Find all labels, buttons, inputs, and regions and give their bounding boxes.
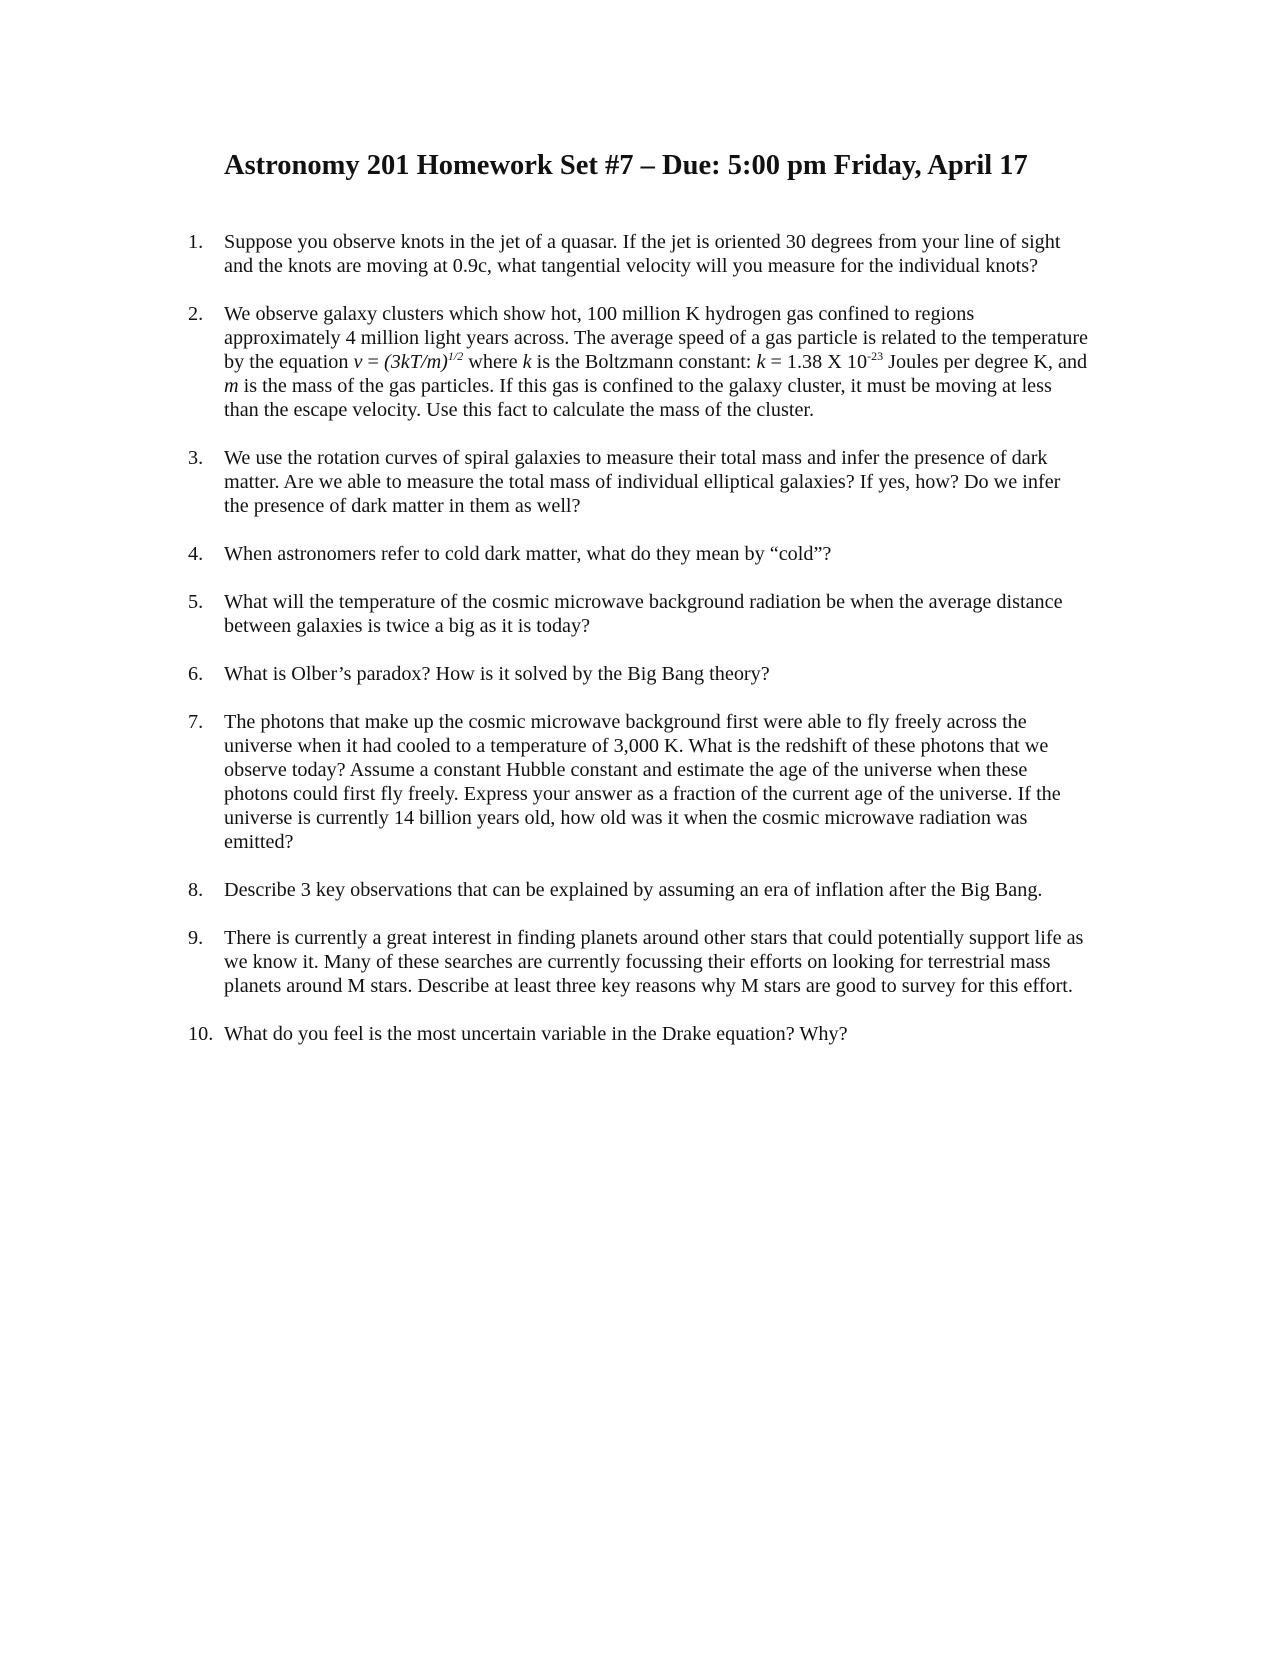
boltzmann-value: = 1.38 X 10	[765, 351, 868, 373]
variable-k-value: k	[756, 351, 766, 373]
question-text: When astronomers refer to cold dark matter, what do they mean by “cold”?	[224, 543, 832, 565]
boltzmann-text: is the Boltzmann constant:	[531, 351, 757, 373]
question-number: 9.	[188, 927, 204, 949]
where-text: where	[463, 351, 523, 373]
question-text: Describe 3 key observations that can be explained by assuming an era of inflation after the Big Bang.	[224, 879, 1043, 901]
question-text: What will the temperature of the cosmic microwave background radiation be when the average distance between galaxies is twice a big as it is today?	[224, 591, 1063, 637]
question-text: What is Olber’s paradox? How is it solved by the Big Bang theory?	[224, 663, 770, 685]
units-text: Joules per degree K, and	[883, 351, 1088, 373]
boltzmann-exponent: -23	[867, 349, 884, 363]
question-text: We use the rotation curves of spiral galaxies to measure their total mass and infer the presence of dark matter. Are we able to measure the total mass of individual elliptical galaxies? If yes, how? Do we infer the presence of dark matter in them as well?	[224, 447, 1061, 517]
question-text	[224, 302, 1088, 422]
question-number: 2.	[188, 303, 204, 325]
question-7	[188, 710, 1088, 854]
question-8	[188, 878, 1088, 902]
variable-k: k	[522, 351, 532, 373]
question-number: 4.	[188, 543, 204, 565]
question-2	[188, 302, 1088, 422]
question-text: There is currently a great interest in finding planets around other stars that could potentially support life as we know it. Many of these searches are currently focussing their efforts on looking for terrestrial mass planets around M stars. Describe at least three key reasons why M stars are good to survey for this effort.	[224, 927, 1084, 997]
question-list	[188, 230, 1088, 1070]
question-2-outro: is the mass of the gas particles. If this gas is confined to the galaxy cluster, it must be moving at less than the escape velocity. Use this fact to calculate the mass of the cluster.	[224, 375, 1052, 421]
question-3	[188, 446, 1088, 518]
question-2-intro: We observe galaxy clusters which show hot, 100 million K hydrogen gas confined to regions approximately 4 million light years across. The average speed of a gas particle is related to the temperature by the equation	[224, 303, 1089, 373]
question-number: 5.	[188, 591, 204, 613]
question-text: What do you feel is the most uncertain variable in the Drake equation? Why?	[224, 1023, 848, 1045]
question-6	[188, 662, 1088, 686]
question-number: 1.	[188, 231, 204, 253]
equation-exponent	[448, 349, 463, 363]
question-9	[188, 926, 1088, 998]
question-5	[188, 590, 1088, 638]
question-number: 10.	[188, 1023, 214, 1045]
question-number: 7.	[188, 711, 204, 733]
question-number: 3.	[188, 447, 204, 469]
question-number: 6.	[188, 663, 204, 685]
question-text: The photons that make up the cosmic microwave background first were able to fly freely across the universe when it had cooled to a temperature of 3,000 K. What is the redshift of these photons that we observe today? Assume a constant Hubble constant and estimate the age of the universe when these photons could first fly freely. Express your answer as a fraction of the current age of the universe. If the universe is currently 14 billion years old, how old was it when the cosmic microwave radiation was emitted?	[224, 711, 1061, 853]
page-title: Astronomy 201 Homework Set #7 – Due: 5:00 pm Friday, April 17	[224, 150, 1028, 181]
question-1	[188, 230, 1088, 278]
exponent-text: 1/2	[447, 349, 464, 363]
question-number: 8.	[188, 879, 204, 901]
variable-m: m	[224, 375, 239, 397]
equals-sign: =	[362, 351, 384, 373]
question-4	[188, 542, 1088, 566]
question-10	[188, 1022, 1088, 1046]
variable-v: v	[353, 351, 363, 373]
question-text: Suppose you observe knots in the jet of a quasar. If the jet is oriented 30 degrees from your line of sight and the knots are moving at 0.9c, what tangential velocity will you measure for the individual knots?	[224, 231, 1061, 277]
equation-expression: (3kT/m)	[383, 351, 448, 373]
